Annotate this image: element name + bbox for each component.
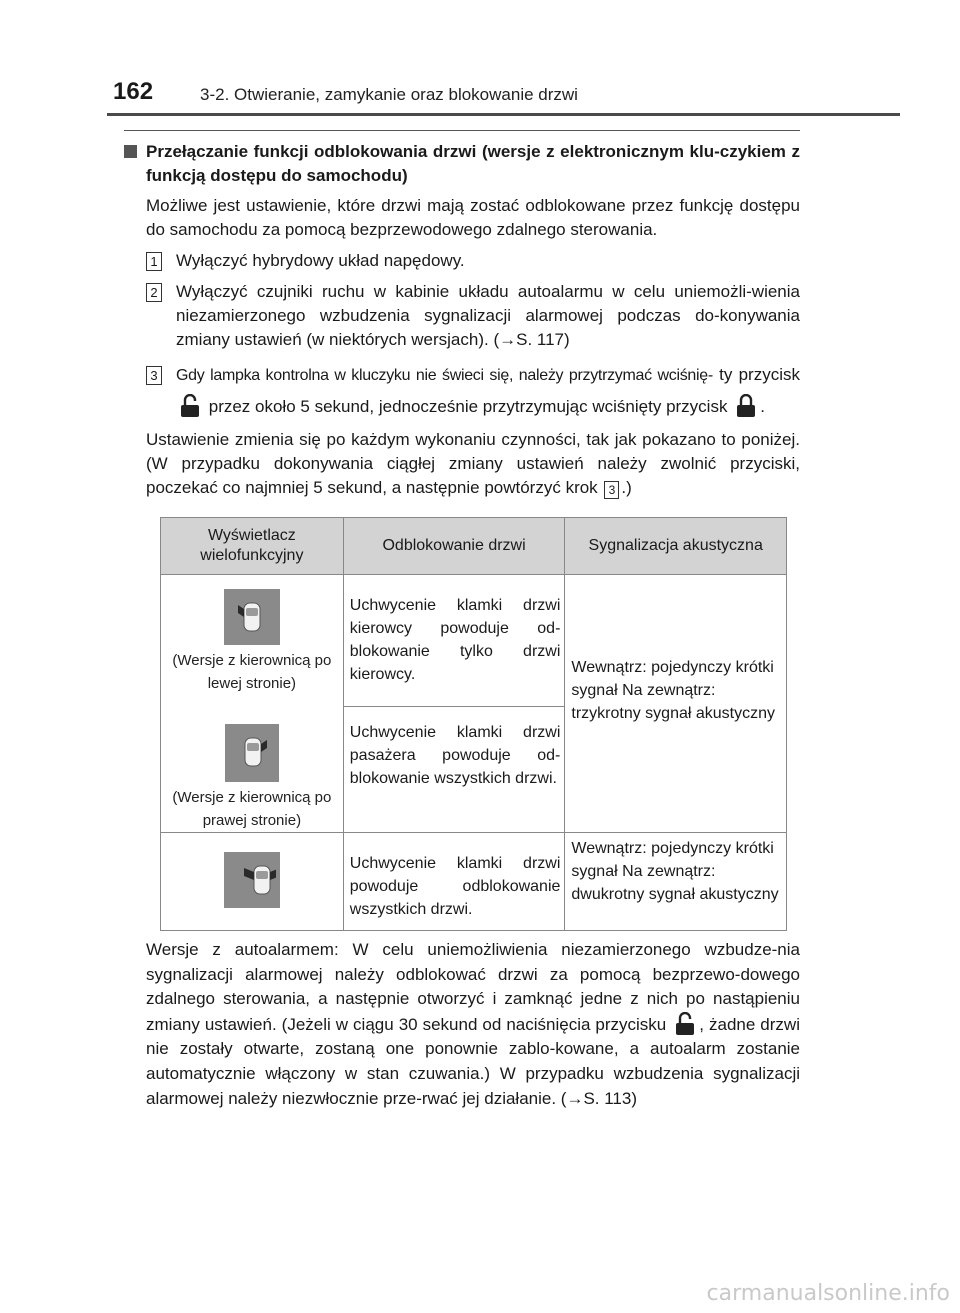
step-2-text: Wyłączyć czujniki ruchu w kabinie układu autoalarmu w celu uniemożli-wienia niezamierzonego wzbudzenia sygnalizacji alarmowej podczas do-konywania zmiany ustawień (w niektórych wersjach). (→S. 117)	[176, 282, 800, 349]
table-row	[161, 575, 787, 707]
square-bullet-icon	[124, 145, 137, 158]
step-1	[146, 249, 800, 273]
chapter-title: 3-2. Otwieranie, zamykanie oraz blokowanie drzwi	[200, 85, 578, 104]
display-label-rhd: (Wersje z kierownicą po prawej stronie)	[172, 789, 332, 829]
unlock-text-all: Uchwycenie klamki drzwi powoduje odblokowanie wszystkich drzwi.	[343, 833, 565, 931]
section-heading	[146, 140, 800, 188]
after-steps-text-a: Ustawienie zmienia się po każdym wykonaniu czynności, tak jak pokazano to poniżej. (W przypadku dokonywania ciągłej zmiany ustawień należy zwolnić przyciski, poczekać co najmniej 5 sekund, a następnie powtórzyć krok	[146, 430, 800, 497]
section-intro: Możliwe jest ustawienie, które drzwi mają zostać odblokowane przez funkcję dostępu do samochodu za pomocą bezprzewodowego zdalnego sterowania.	[146, 196, 800, 239]
display-block-lhd	[161, 589, 343, 695]
alarm-note	[146, 938, 800, 1111]
inline-step-number: 3	[604, 481, 619, 499]
watermark: carmanualsonline.info	[706, 1281, 950, 1306]
step-number-1: 1	[146, 252, 162, 271]
display-block-rhd	[161, 724, 343, 832]
step-1-text: Wyłączyć hybrydowy układ napędowy.	[176, 251, 465, 270]
car-passenger-door-open-icon	[225, 724, 279, 782]
display-label-lhd: (Wersje z kierownicą po lewej stronie)	[172, 652, 332, 692]
step-3-text-d: przycisk	[666, 397, 728, 416]
alarm-note-text-b: , żadne drzwi nie zostały otwarte, zostaną one ponownie zablo-kowane, a autoalarm zostanie automatycznie włączony w stan czuwania.) W przypadku wzbudzenia sygnalizacji alarmowej należy niezwłocznie prze-rwać jej działanie. (→S. 113)	[146, 1014, 800, 1108]
display-cell-all	[161, 833, 344, 931]
header-display: Wyświetlacz wielofunkcyjny	[161, 518, 344, 575]
after-steps-text	[146, 428, 800, 500]
header-rule	[107, 113, 900, 116]
steps-list	[146, 249, 800, 422]
sound-text-single-double: Wewnątrz: pojedynczy krótki sygnał Na zewnątrz: dwukrotny sygnał akustyczny	[565, 833, 787, 931]
section-heading-text: Przełączanie funkcji odblokowania drzwi (wersje z elektronicznym klu-czykiem z funkcją dostępu do samochodu)	[146, 142, 800, 185]
step-number-2: 2	[146, 283, 162, 302]
step-3-text-a: Gdy lampka kontrolna w kluczyku nie świeci się, należy przytrzymać wciśnię-	[176, 367, 713, 384]
page-header	[0, 0, 960, 120]
unlock-padlock-icon	[180, 394, 200, 418]
unlock-settings-table	[160, 517, 787, 931]
alarm-note-text-a: Wersje z autoalarmem: W celu uniemożliwienia niezamierzonego wzbudze-nia sygnalizacji alarmowej należy odblokować drzwi za pomocą bezprzewo-dowego zdalnego sterowania, a następnie otworzyć i zamknąć jedne z nich po nastąpieniu zmiany ustawień. (Jeżeli w ciągu 30 sekund od naciśnięcia przycisku	[146, 940, 800, 1034]
sound-text-single-triple: Wewnątrz: pojedynczy krótki sygnał Na zewnątrz: trzykrotny sygnał akustyczny	[565, 575, 787, 833]
page-number: 162	[113, 78, 154, 105]
car-driver-door-open-icon	[224, 589, 280, 645]
step-3-text-c: przez około 5 sekund, jednocześnie przytrzymując wciśnięty	[208, 397, 662, 416]
unlock-text-driver: Uchwycenie klamki drzwi kierowcy powoduje od-blokowanie tylko drzwi kierowcy.	[343, 575, 565, 707]
section-content	[146, 130, 800, 500]
step-2	[146, 280, 800, 352]
car-all-doors-open-icon	[224, 852, 280, 908]
table-header-row	[161, 518, 787, 575]
display-cell-lhd-rhd	[161, 575, 344, 833]
unlock-text-passenger: Uchwycenie klamki drzwi pasażera powoduje od-blokowanie wszystkich drzwi.	[343, 707, 565, 833]
step-number-3: 3	[146, 366, 162, 385]
header-unlock: Odblokowanie drzwi	[343, 518, 565, 575]
step-3-text-e: .	[760, 397, 765, 416]
after-steps-text-b: .)	[621, 478, 632, 497]
lock-padlock-icon	[736, 394, 756, 418]
step-3	[146, 359, 800, 422]
step-3-text-b: ty przycisk	[719, 365, 800, 384]
header-sound: Sygnalizacja akustyczna	[565, 518, 787, 575]
unlock-padlock-icon	[675, 1012, 695, 1036]
section-divider	[124, 130, 800, 131]
table-row	[161, 833, 787, 931]
